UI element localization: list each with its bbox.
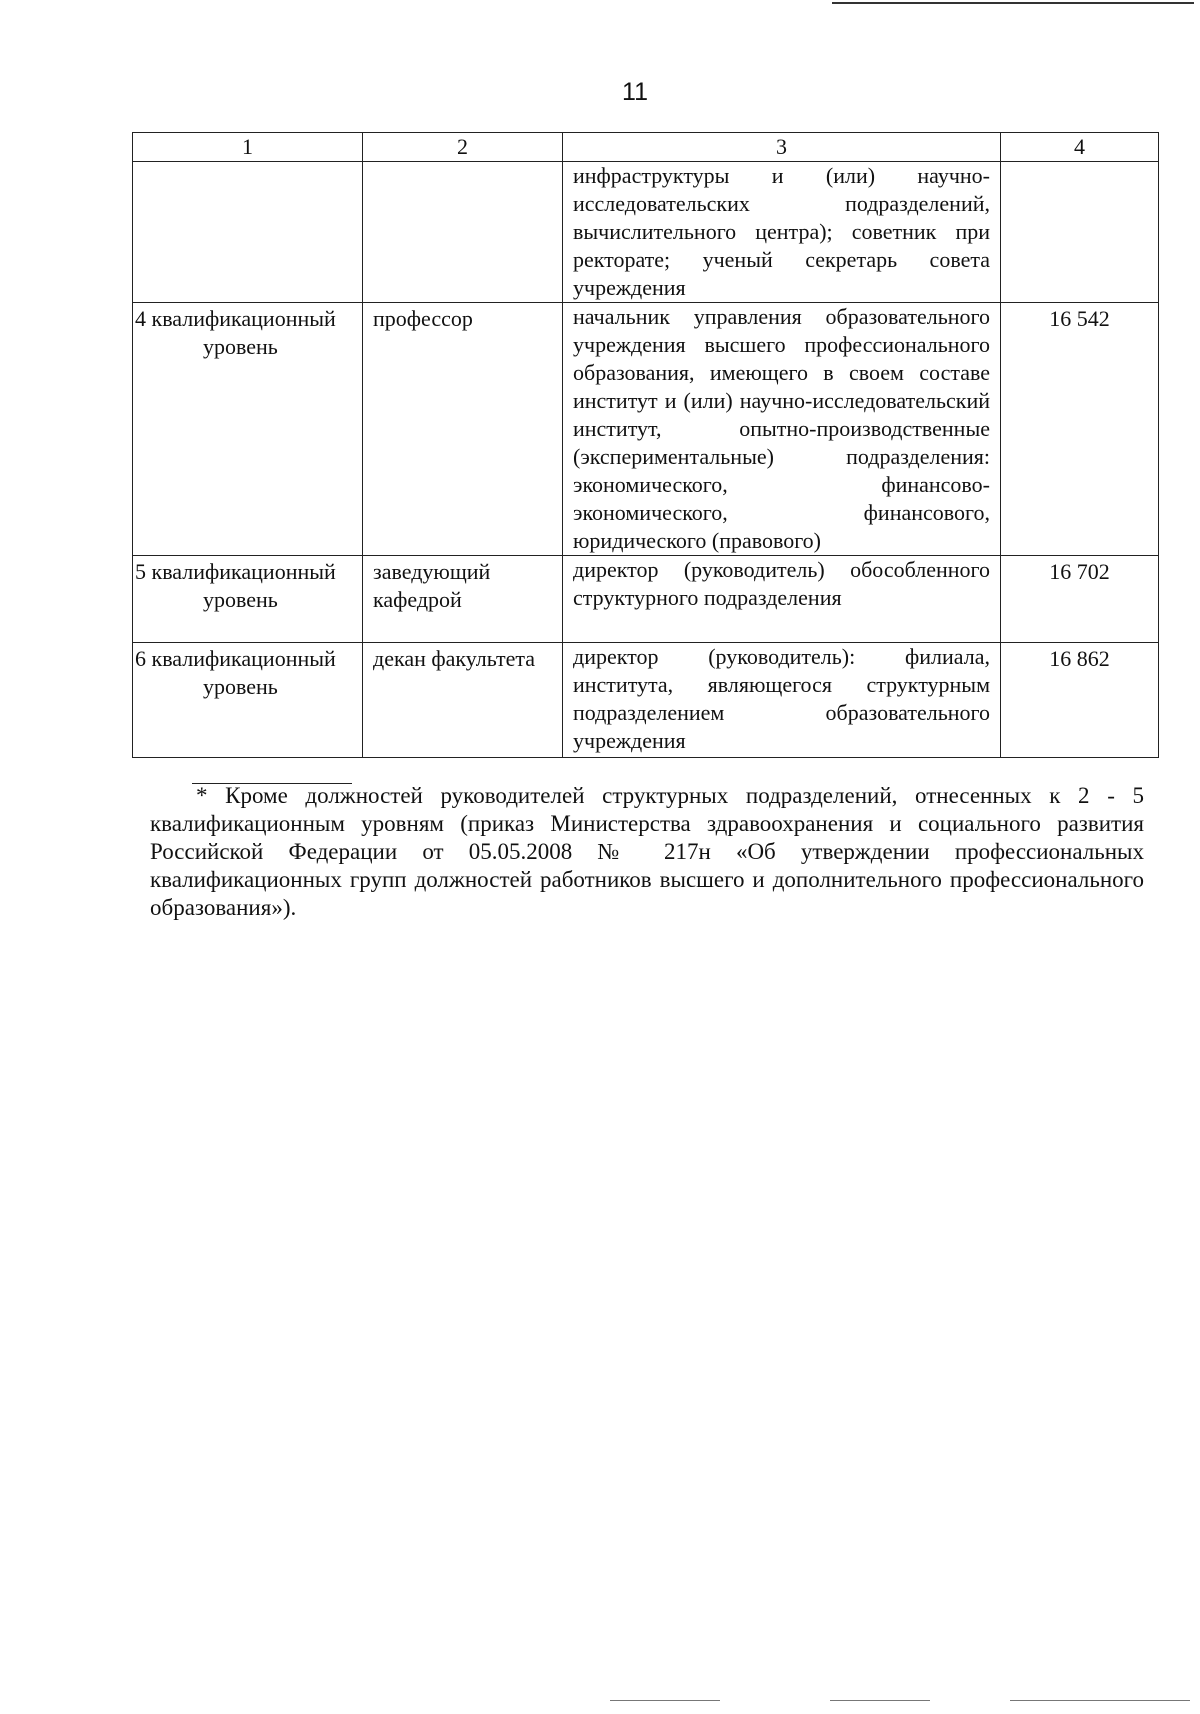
column-header-1: 1 [133, 133, 363, 162]
level-cell [133, 643, 363, 758]
description-cell: директор (руководитель) обособленного структурного подразделения [563, 556, 1001, 643]
table-row [133, 556, 1159, 643]
footnote-text: * Кроме должностей руководителей структурных подразделений, отнесенных к 2 - 5 квалификационным уровням (приказ Министерства здравоохранения и социального развития Российской Федерации от 05.05.2008 № 217н «Об утверждении профессиональных квалификационных групп должностей работников высшего и дополнительного профессионального образования»). [150, 783, 1144, 920]
salary-cell: 16 702 [1001, 556, 1159, 643]
description-cell: директор (руководитель): филиала, института, являющегося структурным подразделением образовательного учреждения [563, 643, 1001, 758]
level-cell [133, 556, 363, 643]
description-cell: начальник управления образовательного учреждения высшего профессионального образования, имеющего в своем составе институт и (или) научно-исследовательский институт, опытно-производственные (экспериментальные) подразделения: экономического, финансово-экономического, финансового, юридического (правового) [563, 303, 1001, 556]
level-label: 4 квалификационный [135, 306, 336, 331]
position-cell: заведующий кафедрой [363, 556, 563, 643]
salary-cell: 16 542 [1001, 303, 1159, 556]
scan-artifact-line [1010, 1700, 1190, 1701]
top-edge-rule [832, 2, 1194, 4]
salary-cell: 16 862 [1001, 643, 1159, 758]
page-number: 11 [622, 78, 648, 106]
table-header-row [133, 133, 1159, 162]
level-label-suffix: уровень [203, 674, 278, 699]
table-row [133, 303, 1159, 556]
column-header-2: 2 [363, 133, 563, 162]
position-cell: декан факультета [363, 643, 563, 758]
table-row [133, 643, 1159, 758]
salary-cell [1001, 162, 1159, 303]
column-header-3: 3 [563, 133, 1001, 162]
level-label-suffix: уровень [203, 587, 278, 612]
column-header-4: 4 [1001, 133, 1159, 162]
qualification-table [132, 132, 1159, 758]
level-label: 5 квалификационный [135, 559, 336, 584]
level-label: 6 квалификационный [135, 646, 336, 671]
table-row-continuation [133, 162, 1159, 303]
position-cell [363, 162, 563, 303]
level-label-suffix: уровень [203, 334, 278, 359]
description-cell: инфраструктуры и (или) научно-исследовательских подразделений, вычислительного центра); советник при ректорате; ученый секретарь совета учреждения [563, 162, 1001, 303]
level-cell [133, 303, 363, 556]
level-cell [133, 162, 363, 303]
scan-artifact-line [830, 1700, 930, 1701]
position-cell: профессор [363, 303, 563, 556]
scan-artifact-line [610, 1700, 720, 1701]
